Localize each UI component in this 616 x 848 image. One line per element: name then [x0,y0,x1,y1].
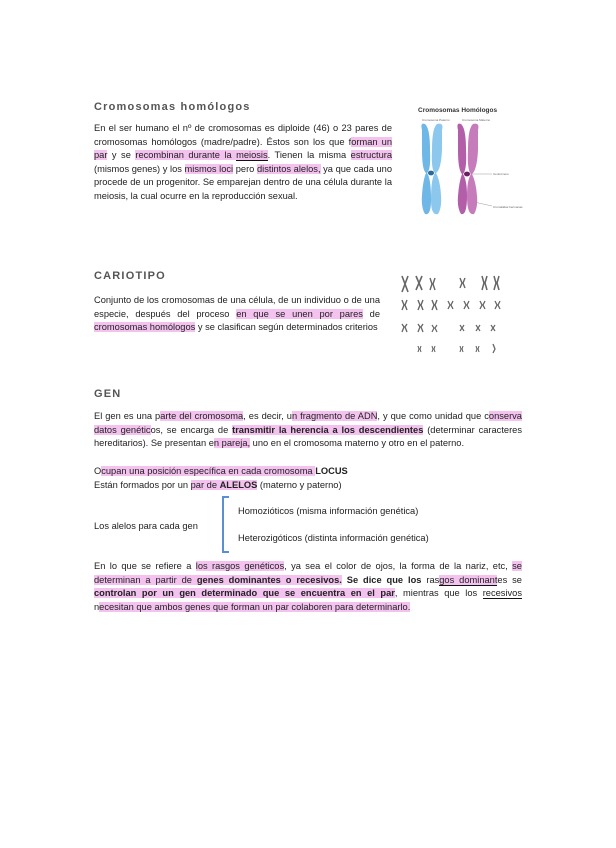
homologos-paragraph: En el ser humano el nº de cromosomas es diploide (46) o 23 pares de cromosomas homólogos (madre/padre). Éstos son los que forman un par y se recombinan durante la meiosis. Tienen la misma estructura (mismos genes) y los mismos loci pero distintos alelos, ya que cada uno procede de un progenitor. Se emparejan dentro de una célula durante la meiosis, la cual ocurre en la reproducción sexual. [94,123,393,201]
brace-top [222,496,229,498]
homologous-chromosomes-figure [412,100,524,222]
heterocigoticos-text: Heterozigóticos (distinta información genética) [238,533,429,543]
figure-label-centromere: Centrómero [493,172,509,176]
alelos-label: Los alelos para cada gen [94,521,198,531]
section-heading-gen: GEN [94,388,122,400]
maternal-chromosome-icon [457,124,478,215]
figure-label-materno: Cromosoma Materno [462,118,491,122]
gen-paragraph-rasgos: En lo que se refiere a los rasgos genéticos, ya sea el color de ojos, la forma de la nariz, etc, se determinan a partir de genes dominantes o recesivos. Se dice que los rasgos dominantes se controlan por un gen determinado que se encuentra en el par, mientras que los recesivos necesitan que ambos genes que forman un par colaboren para determinarlo. [94,561,522,612]
figure-title: Cromosomas Homólogos [418,107,498,114]
section-heading-cariotipo: CARIOTIPO [94,270,166,282]
karyotype-figure [394,270,514,362]
figure-label-paterno: Cromosoma Paterno [422,118,450,122]
brace-bottom [222,551,229,553]
cariotipo-paragraph: Conjunto de los cromosomas de una célula, de un individuo o de una especie, después del proceso en que se unen por pares de cromosomas homólogos y se clasifican según determinados criterios [94,295,380,333]
brace-vertical [222,496,224,552]
paternal-chromosome-icon [421,124,442,215]
section-heading-homologos: Cromosomas homólogos [94,101,251,113]
gen-paragraph-locus: Ocupan una posición específica en cada cromosoma LOCUS [94,466,348,476]
gen-paragraph-1: El gen es una parte del cromosoma, es decir, un fragmento de ADN, y que como unidad que conserva datos genéticos, se encarga de transmitir la herencia a los descendientes (determinar caracteres hereditarios). Se presentan en pareja, uno en el cromosoma materno y otro en el paterno. [94,411,522,449]
gen-paragraph-alelos: Están formados por un par de ALELOS (materno y paterno) [94,480,342,490]
homocigoticos-text: Homozióticos (misma información genética) [238,506,419,516]
figure-label-sister: Cromátidas hermanas [493,205,523,209]
